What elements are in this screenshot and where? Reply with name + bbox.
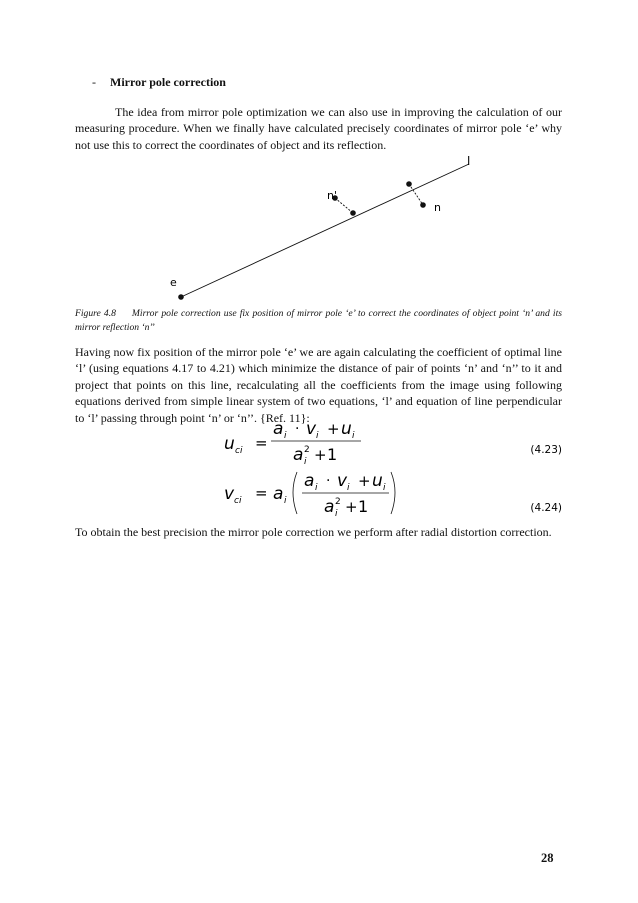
eq1-den-plus: + bbox=[314, 446, 327, 464]
perpendicular-n-prime bbox=[335, 198, 353, 213]
figure-caption-text: Mirror pole correction use fix position of mirror pole ‘e’ to correct the coordinates of object point ‘n’ and its mirror reflection ‘n’’ bbox=[75, 308, 562, 333]
eq2-equals: = bbox=[255, 484, 268, 502]
eq1-den-one: 1 bbox=[327, 445, 338, 464]
eq2-den-one: 1 bbox=[358, 497, 369, 516]
eq1-num-v: v bbox=[306, 419, 317, 439]
projection-n-prime bbox=[350, 210, 356, 216]
label-n: n bbox=[434, 201, 441, 214]
eq1-num-u: u bbox=[341, 419, 352, 439]
eq1-dot: · bbox=[295, 421, 300, 437]
section-heading bbox=[92, 75, 226, 90]
eq1-lhs-sub: ci bbox=[235, 446, 243, 456]
mirror-pole-figure bbox=[75, 156, 562, 304]
eq1-plus: + bbox=[327, 420, 340, 438]
section-bullet: - bbox=[92, 75, 96, 89]
eq2-num-u: u bbox=[372, 471, 383, 491]
point-n bbox=[420, 202, 426, 208]
eq2-den-a-sub: i bbox=[335, 509, 338, 518]
eq2-factor: a bbox=[273, 484, 284, 504]
eq2-left-paren bbox=[293, 472, 297, 514]
eq2-num-a: a bbox=[304, 471, 315, 491]
eq1-num-u-sub: i bbox=[352, 431, 355, 441]
label-e: e bbox=[170, 276, 177, 289]
label-n-prime: n' bbox=[327, 189, 337, 202]
eq1-num-a-sub: i bbox=[284, 431, 287, 441]
eq1-num-a: a bbox=[273, 419, 284, 439]
page-number: 28 bbox=[541, 851, 554, 865]
eq2-lhs: v bbox=[224, 484, 235, 504]
eq1-equals: = bbox=[255, 434, 268, 452]
eq2-den-plus: + bbox=[345, 498, 358, 516]
eq2-num-v: v bbox=[337, 471, 348, 491]
equation-4-24 bbox=[75, 466, 562, 518]
equation-4-23 bbox=[75, 418, 562, 466]
eq2-num-a-sub: i bbox=[315, 483, 318, 493]
eq1-number: (4.23) bbox=[530, 444, 562, 456]
closing-paragraph: To obtain the best precision the mirror pole correction we perform after radial distortion correction. bbox=[75, 525, 552, 539]
projection-n bbox=[406, 181, 412, 187]
section-title: Mirror pole correction bbox=[110, 75, 226, 89]
equation-4-24-formula bbox=[75, 466, 562, 518]
eq2-plus: + bbox=[358, 472, 371, 490]
eq2-den-a: a bbox=[324, 497, 335, 517]
figure-number: Figure 4.8 bbox=[75, 308, 116, 319]
eq2-lhs-sub: ci bbox=[234, 496, 242, 506]
eq2-den-a-sup: 2 bbox=[335, 497, 341, 507]
perpendicular-n bbox=[409, 184, 423, 205]
point-e bbox=[178, 294, 184, 300]
eq2-right-paren bbox=[391, 472, 395, 514]
intro-paragraph: The idea from mirror pole optimization we can also use in improving the calculation of our measuring procedure. When we finally have calculated precisely coordinates of mirror pole ‘e’ why not use this to correct the coordinates of object and its reflection. bbox=[75, 105, 562, 152]
optimal-line-l bbox=[181, 164, 469, 297]
eq2-number: (4.24) bbox=[530, 502, 562, 514]
label-l: l bbox=[467, 156, 471, 168]
eq2-dot: · bbox=[326, 473, 331, 489]
figure-caption bbox=[75, 307, 562, 334]
body-paragraph: Having now fix position of the mirror pole ‘e’ we are again calculating the coefficient of optimal line ‘l’ (using equations 4.17 to 4.21) which minimize the distance of pair of points ‘n’ and ‘n’’ to it and project that points on this line, recalculating all the coefficients from the image using following equations derived from simple linear system of two equations, ‘l’ and equation of line perpendicular to ‘l’ passing through point ‘n’ or ‘n’’. {Ref. 11}: bbox=[75, 345, 562, 425]
eq2-num-u-sub: i bbox=[383, 483, 386, 493]
eq1-den-a-sup: 2 bbox=[304, 445, 310, 455]
eq2-num-v-sub: i bbox=[347, 483, 350, 493]
eq1-den-a: a bbox=[293, 445, 304, 465]
eq1-num-v-sub: i bbox=[316, 431, 319, 441]
eq1-den-a-sub: i bbox=[304, 457, 307, 466]
eq2-factor-sub: i bbox=[284, 496, 287, 506]
equation-4-23-formula bbox=[75, 418, 562, 466]
eq1-lhs: u bbox=[224, 434, 235, 454]
